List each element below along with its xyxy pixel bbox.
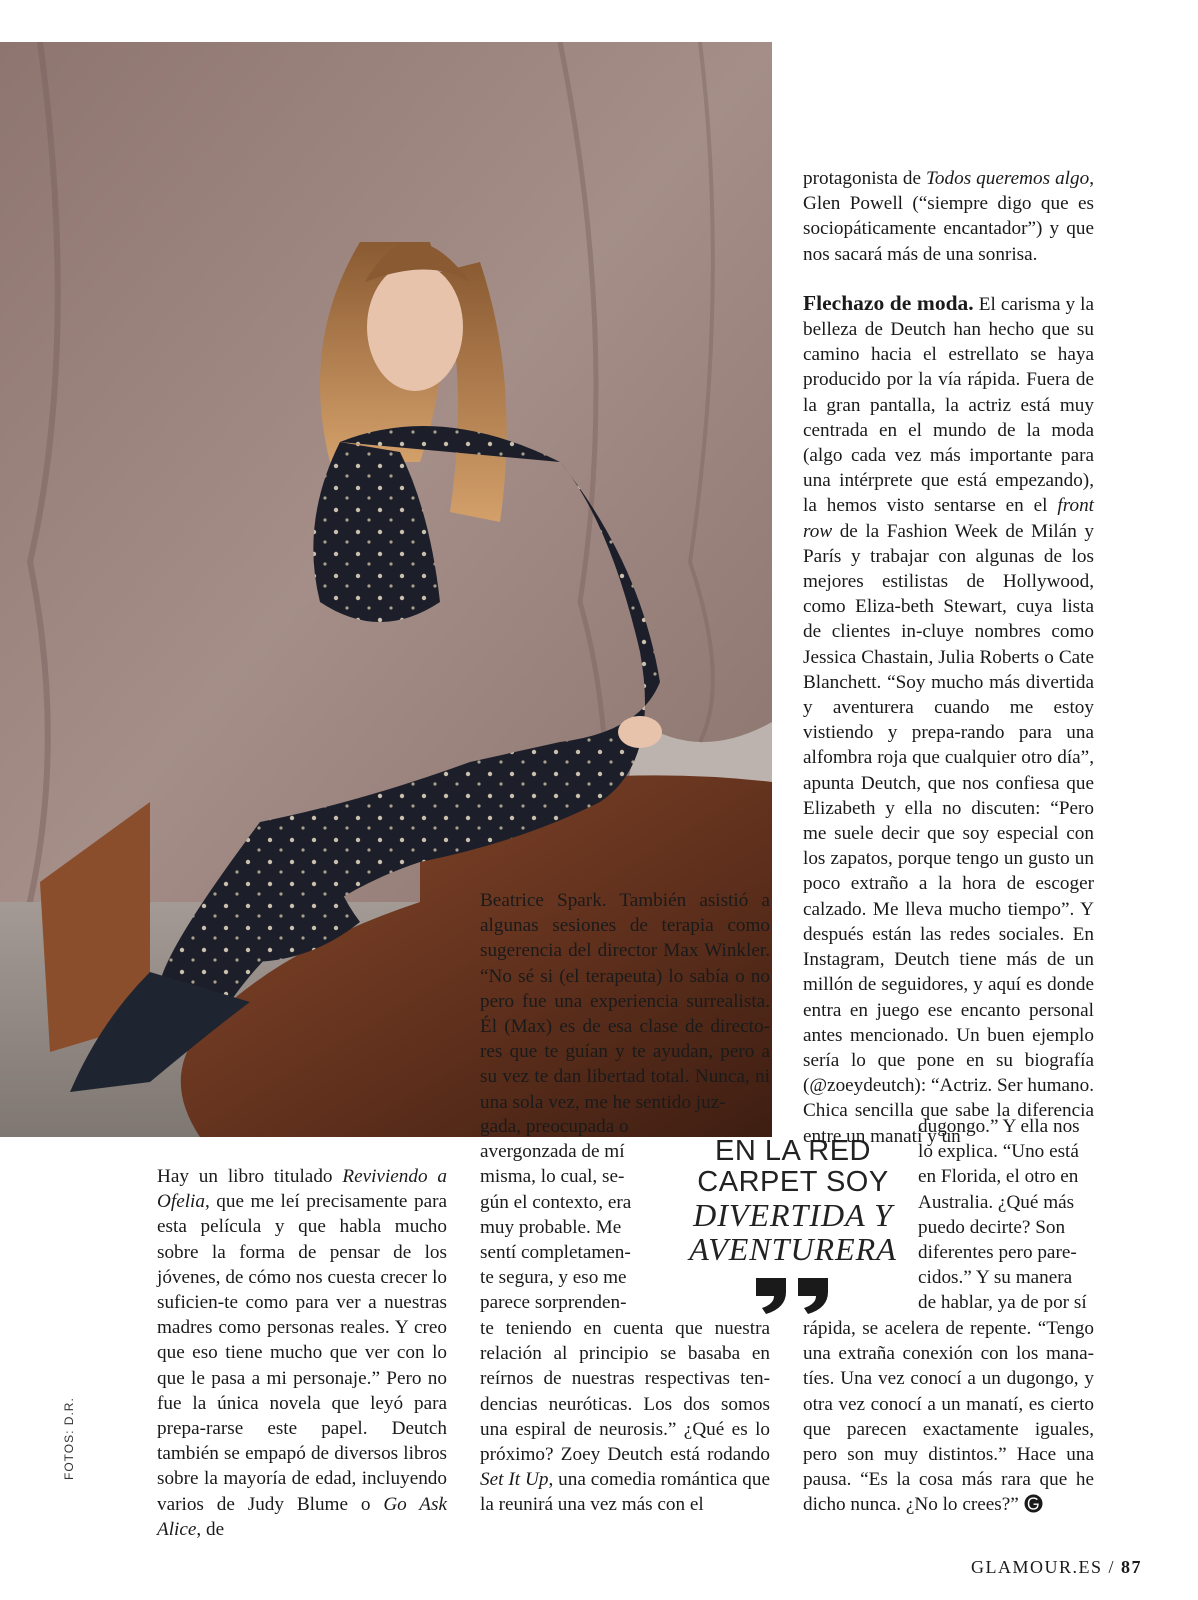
paragraph [480,1316,770,1518]
book-title: Go Ask Alice [157,1493,447,1540]
book-title: Reviviendo a Ofelia [157,1166,447,1213]
pull-quote-line: CARPET SOY [697,1166,889,1198]
article-column-left [157,1164,447,1542]
article-column-middle-wrap [480,1114,642,1316]
article-column-middle-bottom [480,1316,770,1518]
page-number: 87 [1121,1557,1142,1577]
article-column-right-top [803,166,1094,1149]
text-run: , Glen Powell (“siempre digo que es sociopáticamente encantador”) y que nos sacará más de una sonrisa. [803,168,1094,265]
section-lead-in: Flechazo de moda. [803,290,974,315]
paragraph [803,166,1094,267]
paragraph: dugongo.” Y ella nos lo explica. “Uno está en Florida, el otro en Australia. ¿Qué más puedo decirte? Son diferentes pero pare-cidos.” Y su manera de hablar, ya de por sí [918,1116,1087,1314]
text-run: te teniendo en cuenta que nuestra relación al principio se basaba en reírnos de nuestras respectivas ten-dencias neuróticas. Los dos somos una espiral de neurosis.” ¿Qué es lo próximo? Zoey Deutch está rodando [480,1318,770,1466]
text-run: , una comedia romántica que la reunirá una vez más con el [480,1469,770,1516]
paragraph [157,1164,447,1542]
paragraph: gada, preocupada o avergonzada de mí misma, lo cual, se-gún el contexto, era muy probable. Me sentí completamen-te segura, y eso me parece sorprenden- [480,1116,632,1314]
closing-quote-icon [752,1274,834,1314]
pull-quote [672,1136,914,1314]
magazine-site: GLAMOUR.ES [970,1557,1103,1577]
pull-quote-line: DIVERTIDA Y [693,1197,893,1233]
pull-quote-line: AVENTURERA [689,1231,897,1267]
folio-separator: / [1102,1557,1121,1577]
photo-credit: FOTOS: D.R. [62,1397,76,1480]
text-run: El carisma y la belleza de Deutch han hecho que su camino hacia el estrellato se haya producido por la vía rápida. Fuera de la gran pantalla, la actriz está muy centrada en el mundo de la moda (algo cada vez más importante para una intérprete que está empezando), la hemos visto sentarse en el [803,293,1095,517]
article-column-right-wrap [918,1114,1094,1316]
pull-quote-line: EN LA RED [715,1135,871,1167]
text-run: rápida, se acelera de repente. “Tengo una extraña conexión con los mana-tíes. Una vez conocí a un dugongo, y otra vez conocí a un manatí, es cierto que parecen exactamente iguales, pero son muy distintos.” Hace una pausa. “Es la cosa más rara que he dicho nunca. ¿No lo crees?” [803,1318,1094,1516]
paragraph: Beatrice Spark. También asistió a algunas sesiones de terapia como sugerencia del director Max Winkler. “No sé si (el terapeuta) lo sabía o no pero fue una experiencia surrealista. Él (Max) es de esa clase de directo-res que te guían y te ayudan, pero a su vez te dan libertad total. Nunca, ni una sola vez, me he sentido juz- [480,890,770,1113]
text-run: Hay un libro titulado [157,1166,343,1187]
article-column-right-bottom [803,1316,1094,1518]
film-title: Todos queremos algo [926,168,1090,189]
text-run: protagonista de [803,168,926,189]
text-run: , de [196,1518,225,1540]
term-italic: front row [803,495,1094,542]
paragraph [803,291,1094,1149]
film-title: Set It Up [480,1469,549,1491]
text-run: , que me leí precisamente para esta película y que habla mucho sobre la forma de pensar de los jóvenes, de cómo nos cuesta crecer lo suficien-te como para ver a nuestras madres como personas reales. Y creo que eso tiene mucho que ver con lo que le pasa a mi personaje.” Pero no fue la única novela que leyó para prepa-rarse este papel. Deutch también se empapó de diversos libros sobre la mayoría de edad, incluyendo varios de Judy Blume o [157,1191,447,1515]
text-run: de la Fashion Week de Milán y París y trabajar con algunas de los mejores estilistas de Hollywood, como Eliza-beth Stewart, cuya lista de clientes in-cluye nombres como Jessica Chastain, Julia Roberts o Cate Blanchett. “Soy mucho más divertida y aventurera cuando me estoy vistiendo y prepa-rando para una alfombra roja que cualquier otro día”, apunta Deutch, que nos confiesa que Elizabeth y ella no discuten: “Pero me suele decir que soy especial con los zapatos, porque tengo un gusto un poco extraño a la hora de escoger calzado. Me lleva mucho tiempo”. Y después están las redes sociales. En Instagram, Deutch tiene más de un millón de seguidores, y aquí es donde entra en juego ese encanto personal antes mencionado. Un buen ejemplo sería lo que pone en su biografía (@zoeydeutch): “Actriz. Ser humano. Chica sencilla que sabe la diferencia entre un manatí y un [803,520,1094,1147]
paragraph [803,1316,1094,1518]
page-folio [971,1557,1142,1578]
glamour-end-mark-icon [1024,1494,1043,1513]
article-column-middle-top [480,888,770,1115]
